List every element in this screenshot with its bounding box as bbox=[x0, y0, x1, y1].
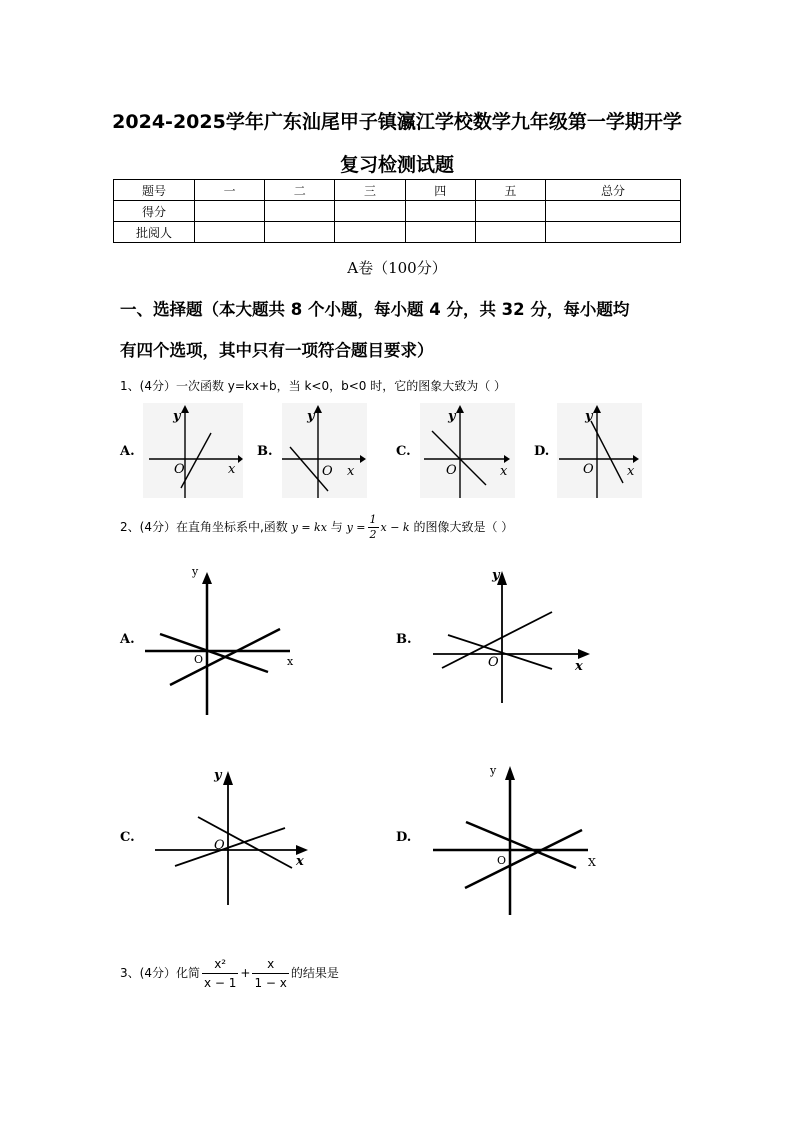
origin-label: O bbox=[174, 462, 185, 477]
q1-option-c-label[interactable]: C. bbox=[396, 444, 411, 459]
function-line-1 bbox=[448, 635, 552, 669]
origin-label: O bbox=[497, 854, 507, 867]
score-row bbox=[114, 201, 681, 222]
origin-label: O bbox=[194, 653, 204, 666]
function-line-2 bbox=[465, 830, 582, 888]
origin-label: O bbox=[214, 838, 225, 853]
question-2-text bbox=[120, 512, 513, 543]
origin-label: O bbox=[583, 462, 594, 477]
score-header-cell: 一 bbox=[195, 180, 265, 201]
score-cell[interactable] bbox=[475, 201, 545, 222]
q1-option-a-graph[interactable] bbox=[143, 403, 243, 498]
y-axis-label: y bbox=[490, 764, 497, 777]
x-axis-label: X bbox=[588, 856, 596, 869]
x-axis-label: x bbox=[500, 464, 508, 479]
question-3-text bbox=[120, 953, 339, 993]
q3-fraction-1 bbox=[202, 955, 238, 992]
q2-func1: y = kx bbox=[291, 521, 327, 534]
grader-cell[interactable] bbox=[195, 222, 265, 243]
q1-option-d-graph[interactable] bbox=[557, 403, 642, 498]
x-axis-label: x bbox=[575, 659, 583, 674]
score-row-label: 得分 bbox=[114, 201, 195, 222]
score-cell[interactable] bbox=[265, 201, 335, 222]
function-line-1 bbox=[160, 634, 268, 672]
q2-option-d-graph[interactable] bbox=[430, 760, 605, 920]
y-axis-label: y bbox=[585, 409, 593, 424]
q2-func2-rhs: x − k bbox=[380, 521, 410, 534]
score-header-cell: 二 bbox=[265, 180, 335, 201]
graph-background bbox=[557, 403, 642, 498]
section-heading-line2: 有四个选项，其中只有一项符合题目要求） bbox=[120, 341, 434, 360]
fraction-denominator: 1 − x bbox=[254, 976, 287, 990]
origin-label: O bbox=[488, 655, 499, 670]
fraction-denominator: 2 bbox=[369, 528, 377, 541]
q1-option-a-label[interactable]: A. bbox=[120, 444, 135, 459]
y-axis-label: y bbox=[492, 568, 500, 583]
q2-option-c-graph[interactable] bbox=[150, 765, 315, 910]
q1-option-c-graph[interactable] bbox=[420, 403, 515, 498]
question-1-text: 1、(4分）一次函数 y=kx+b，当 k<0，b<0 时，它的图象大致为（ ） bbox=[120, 379, 507, 393]
y-axis-label: y bbox=[307, 409, 315, 424]
y-axis-label: y bbox=[192, 565, 199, 578]
grader-cell[interactable] bbox=[335, 222, 405, 243]
q2-suffix: 的图像大致是（ ） bbox=[413, 520, 514, 534]
q1-option-d-label[interactable]: D. bbox=[534, 444, 550, 459]
fraction-denominator: x − 1 bbox=[203, 976, 237, 990]
score-cell[interactable] bbox=[195, 201, 265, 222]
grader-row-label: 批阅人 bbox=[114, 222, 195, 243]
q2-mid: 与 bbox=[330, 520, 343, 534]
fraction-numerator: x bbox=[252, 955, 288, 974]
q2-prefix: 2、(4分）在直角坐标系中,函数 bbox=[120, 520, 288, 534]
q3-plus: + bbox=[240, 966, 251, 980]
paper-label: A卷（100分） bbox=[347, 259, 447, 277]
q3-suffix: 的结果是 bbox=[290, 966, 339, 980]
score-table-header-row bbox=[114, 180, 681, 201]
grader-cell[interactable] bbox=[265, 222, 335, 243]
x-axis-label: x bbox=[296, 854, 304, 869]
graph-background bbox=[143, 403, 243, 498]
q1-option-b-label[interactable]: B. bbox=[257, 444, 273, 459]
y-axis-arrow bbox=[202, 572, 212, 584]
graph-background bbox=[420, 403, 515, 498]
score-cell[interactable] bbox=[335, 201, 405, 222]
grader-cell[interactable] bbox=[405, 222, 475, 243]
score-table bbox=[113, 179, 681, 243]
grader-cell[interactable] bbox=[546, 222, 681, 243]
q3-prefix: 3、(4分）化简 bbox=[120, 966, 200, 980]
exam-title-line1: 2024-2025学年广东汕尾甲子镇瀛江学校数学九年级第一学期开学 bbox=[112, 111, 682, 133]
y-axis-arrow bbox=[505, 766, 515, 780]
score-cell[interactable] bbox=[546, 201, 681, 222]
exam-title-line2: 复习检测试题 bbox=[339, 154, 454, 176]
q2-option-a-graph[interactable] bbox=[140, 560, 310, 720]
y-axis-label: y bbox=[214, 768, 222, 783]
q2-option-b-graph[interactable] bbox=[430, 563, 595, 708]
q2-option-a-label[interactable]: A. bbox=[120, 632, 135, 647]
grader-cell[interactable] bbox=[475, 222, 545, 243]
function-line-2 bbox=[170, 629, 280, 685]
fraction-numerator: 1 bbox=[369, 513, 377, 526]
q1-option-b-graph[interactable] bbox=[282, 403, 367, 498]
q2-option-c-label[interactable]: C. bbox=[120, 830, 135, 845]
score-header-cell: 五 bbox=[475, 180, 545, 201]
q2-option-b-label[interactable]: B. bbox=[396, 632, 412, 647]
score-header-cell: 四 bbox=[405, 180, 475, 201]
score-header-cell: 题号 bbox=[114, 180, 195, 201]
origin-label: O bbox=[322, 464, 333, 479]
x-axis-arrow bbox=[578, 649, 590, 659]
graph-background bbox=[282, 403, 367, 498]
y-axis-label: y bbox=[173, 409, 181, 424]
q2-option-d-label[interactable]: D. bbox=[396, 830, 412, 845]
origin-label: O bbox=[446, 463, 457, 478]
score-cell[interactable] bbox=[405, 201, 475, 222]
x-axis-label: x bbox=[228, 462, 236, 477]
q2-func2-lhs: y = bbox=[346, 521, 366, 534]
x-axis-label: x bbox=[627, 464, 635, 479]
x-axis-label: x bbox=[347, 464, 355, 479]
section-heading-line1: 一、选择题（本大题共 8 个小题，每小题 4 分，共 32 分，每小题均 bbox=[120, 300, 630, 319]
score-header-cell: 总分 bbox=[546, 180, 681, 201]
q2-func2-fraction bbox=[368, 513, 379, 542]
fraction-numerator: x² bbox=[202, 955, 238, 974]
x-axis-label: x bbox=[287, 655, 294, 668]
grader-row bbox=[114, 222, 681, 243]
score-header-cell: 三 bbox=[335, 180, 405, 201]
q3-fraction-2 bbox=[252, 955, 288, 992]
y-axis-label: y bbox=[448, 409, 456, 424]
y-axis-arrow bbox=[223, 771, 233, 785]
